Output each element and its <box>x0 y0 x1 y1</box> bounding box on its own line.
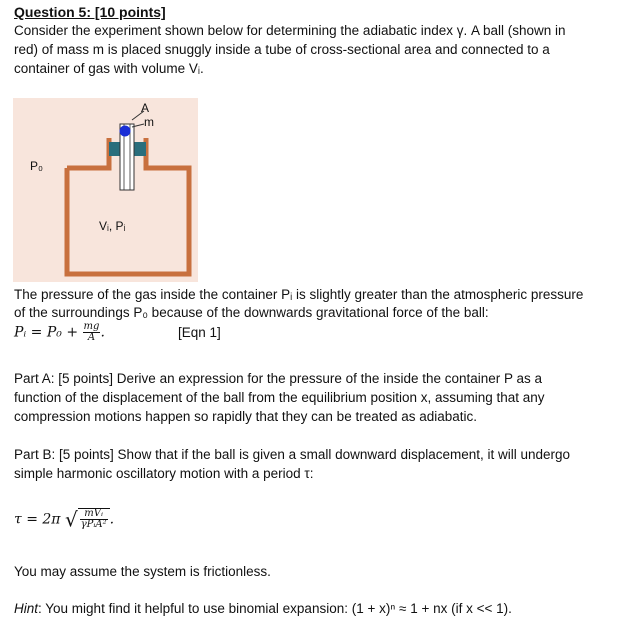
sqrt-symbol: √ <box>64 507 78 532</box>
hint-text: : You might find it helpful to use binomial expansion: (1 + x)ⁿ ≈ 1 + nx (if x << 1). <box>38 601 512 616</box>
intro-line-1: Consider the experiment shown below for determining the adiabatic index γ. A ball (shown in <box>14 23 566 38</box>
eqn1-lhs: Pᵢ = P₀ + <box>14 324 79 341</box>
label-vi-pi: Vᵢ, Pᵢ <box>99 219 126 233</box>
intro-line-3: container of gas with volume Vᵢ. <box>14 61 204 76</box>
hint-line <box>14 600 512 618</box>
eqn1-denominator: A <box>87 332 96 343</box>
parta-line-2: function of the displacement of the ball from the equilibrium position x, assuming that any <box>14 390 545 405</box>
eqn2-tail: . <box>109 511 115 528</box>
eqn2-numerator: mVᵢ <box>80 509 108 520</box>
parta-line-3: compression motions happen so rapidly that they can be treated as adiabatic. <box>14 409 478 424</box>
label-m: m <box>144 115 154 129</box>
tube-seal-right <box>134 142 146 156</box>
label-po: P₀ <box>30 159 43 173</box>
intro-line-2: red) of mass m is placed snuggly inside a tube of cross-sectional area and connected to a <box>14 42 550 57</box>
hint-label: Hint <box>14 601 39 616</box>
frictionless-note: You may assume the system is frictionless. <box>14 564 271 579</box>
sqrt-content <box>78 508 110 530</box>
pressure-line-2: of the surroundings P₀ because of the downwards gravitational force of the ball: <box>14 305 489 320</box>
eqn2-lhs: τ = 2π <box>14 511 61 528</box>
tube-seal-left <box>109 142 120 156</box>
ball <box>120 126 131 137</box>
partb-line-1: Part B: [5 points] Show that if the ball is given a small downward displacement, it will undergo <box>14 447 571 462</box>
eqn1-label: [Eqn 1] <box>178 325 221 340</box>
eqn2-denominator: γPᵢA² <box>80 519 107 530</box>
eqn1-tail: . <box>100 324 105 341</box>
apparatus-diagram <box>13 98 198 282</box>
equation-1 <box>14 322 105 343</box>
figure-background <box>13 98 198 282</box>
equation-2 <box>14 508 114 530</box>
question-title: Question 5: [10 points] <box>14 4 166 20</box>
eqn1-fraction <box>83 322 101 343</box>
eqn1-numerator: mg <box>83 321 100 332</box>
parta-line-1: Part A: [5 points] Derive an expression for the pressure of the inside the container P as a <box>14 371 543 386</box>
label-a: A <box>141 101 150 115</box>
partb-line-2: simple harmonic oscillatory motion with a period τ: <box>14 466 314 481</box>
pressure-line-1: The pressure of the gas inside the container Pᵢ is slightly greater than the atmospheric pressure <box>14 287 584 302</box>
